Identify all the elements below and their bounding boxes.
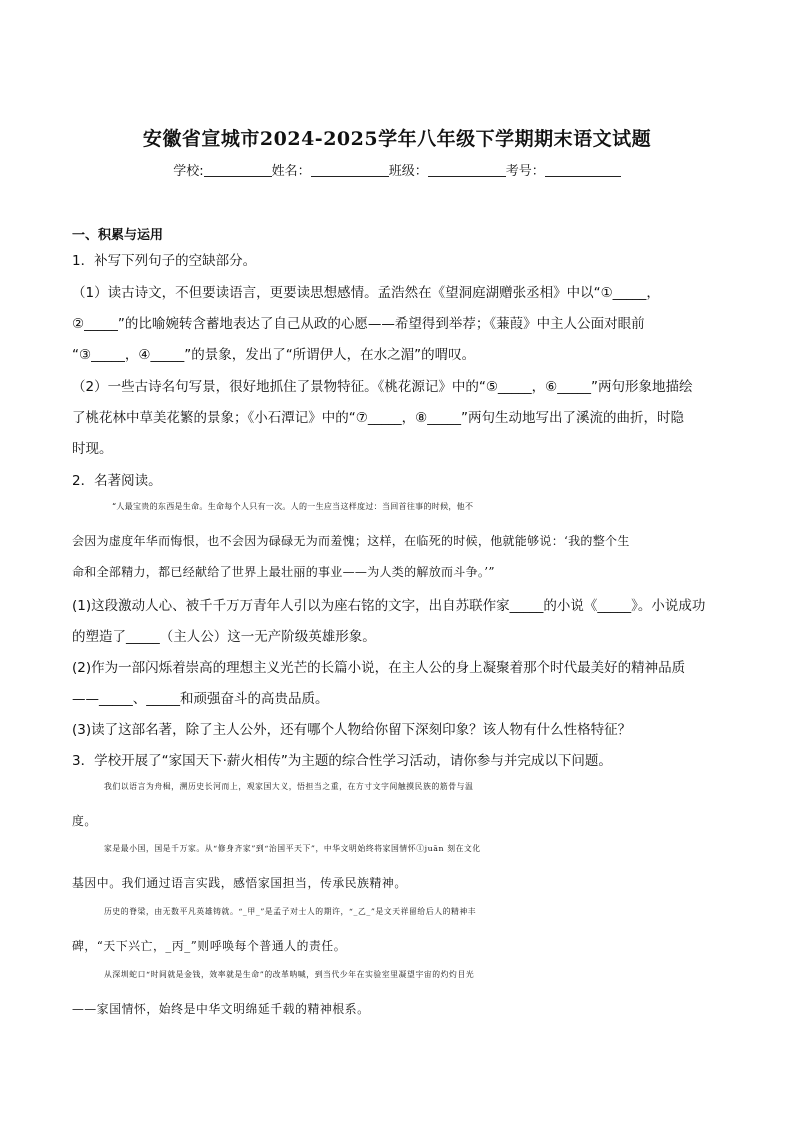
- class-blank[interactable]: [428, 164, 506, 177]
- passage-para-4-line1: 从深圳蛇口“时间就是金钱，效率就是生命”的改革呐喊，到当代少年在实验室里凝望宇宙的灼灼目光: [104, 970, 475, 979]
- question-1-part1-line2: ②_____”的比喻婉转含蓄地表达了自己从政的心愿——希望得到举荐；《蒹葭》中主人公面对眼前: [72, 316, 645, 332]
- quote-line-2: 会因为虚度年华而悔恨，也不会因为碌碌无为而羞愧；这样，在临死的时候，他就能够说：‘我的整个生: [72, 534, 630, 548]
- passage-para-3-line1: 历史的脊梁，由无数平凡英雄铸就。“_甲_”是孟子对士人的期许，“_乙_”是文天祥留给后人的精神丰: [104, 907, 477, 916]
- page-title: 安徽省宣城市2024-2025学年八年级下学期期末语文试题: [142, 128, 652, 150]
- number-label: 考号：: [505, 164, 545, 179]
- passage-para-4-line2: ——家国情怀，始终是中华文明绵延千载的精神根系。: [72, 1002, 370, 1016]
- passage-para-2-line1: 家是最小国，国是千万家。从“修身齐家”到“治国平天下”，中华文明始终将家国情怀①juān 刻在文化: [104, 844, 481, 853]
- quote-line-3: 命和全部精力，都已经献给了世界上最壮丽的事业——为人类的解放而斗争。’”: [72, 565, 495, 579]
- passage-para-2-line2: 基因中。我们通过语言实践，感悟家国担当，传承民族精神。: [72, 876, 407, 890]
- question-1-heading: 1．补写下列句子的空缺部分。: [72, 253, 257, 269]
- school-label: 学校:: [173, 164, 204, 179]
- question-1-part1-line1: （1）读古诗文，不但要读语言，更要读思想感情。孟浩然在《望洞庭湖赠张丞相》中以“①_____，: [72, 285, 660, 301]
- question-1-part2-line3: 时现。: [72, 441, 113, 457]
- question-2-sub2-line2: ——_____、_____和顽强奋斗的高贵品质。: [72, 691, 329, 707]
- question-2-sub3: (3)读了这部名著，除了主人公外，还有哪个人物给你留下深刻印象？该人物有什么性格特征？: [72, 722, 632, 738]
- question-3-heading: 3．学校开展了“家国天下·薪火相传”为主题的综合性学习活动，请你参与并完成以下问题。: [72, 753, 612, 769]
- question-2-sub2-line1: (2)作为一部闪烁着崇高的理想主义光芒的长篇小说，在主人公的身上凝聚着那个时代最美好的精神品质: [72, 660, 686, 676]
- passage-para-3-line2: 碑，“天下兴亡，_丙_”则呼唤每个普通人的责任。: [72, 939, 347, 953]
- student-info-line: [0, 160, 794, 179]
- question-1-part1-line3: “③_____，④_____”的景象，发出了“所谓伊人，在水之湄”的喟叹。: [72, 347, 476, 363]
- section-heading: 一、积累与运用: [72, 228, 164, 243]
- number-blank[interactable]: [545, 164, 621, 177]
- passage-para-1-line2: 度。: [72, 814, 97, 828]
- question-1-part2-line1: （2）一些古诗名句写景，很好地抓住了景物特征。《桃花源记》中的“⑤_____，⑥_____”两句形象地描绘: [72, 379, 693, 395]
- question-2-sub1-line2: 的塑造了_____（主人公）这一无产阶级英雄形象。: [72, 629, 376, 645]
- name-label: 姓名：: [271, 164, 311, 179]
- class-label: 班级：: [388, 164, 428, 179]
- name-blank[interactable]: [311, 164, 389, 177]
- passage-para-1-line1: 我们以语言为舟楫，溯历史长河而上，观家国大义，悟担当之重，在方寸文字间触摸民族的筋骨与温: [104, 782, 474, 791]
- school-blank[interactable]: [204, 164, 272, 177]
- question-1-part2-line2: 了桃花林中草美花繁的景象；《小石潭记》中的“⑦_____，⑧_____”两句生动地写出了溪流的曲折，时隐: [72, 410, 684, 426]
- question-2-heading: 2．名著阅读。: [72, 473, 162, 489]
- question-2-sub1-line1: (1)这段激动人心、被千千万万青年人引以为座右铭的文字，出自苏联作家_____的小说《_____》。小说成功: [72, 598, 706, 614]
- quote-line-1: “人最宝贵的东西是生命。生命每个人只有一次。人的一生应当这样度过：当回首往事的时候，他不: [112, 502, 474, 511]
